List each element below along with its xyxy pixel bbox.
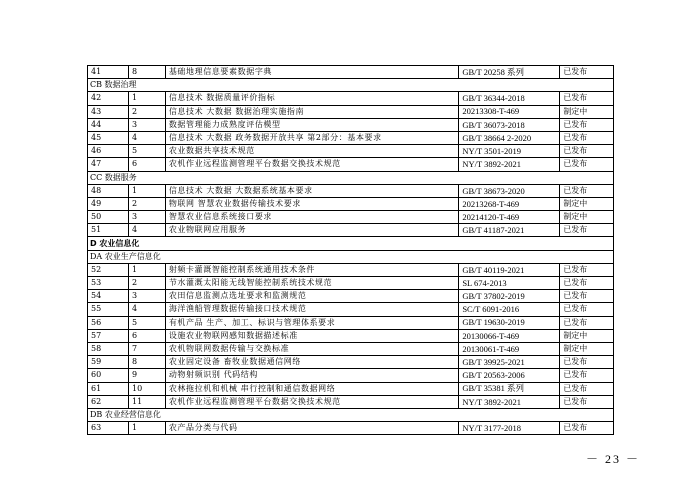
standard-code-cell: SC/T 6091-2016 — [459, 303, 560, 316]
standard-code-cell: GB/T 19630-2019 — [459, 316, 560, 329]
major-category-row — [88, 237, 614, 250]
standard-code-cell: GB/T 40119-2021 — [459, 263, 560, 276]
sub-number-cell: 2 — [129, 105, 166, 118]
status-cell: 已发布 — [560, 316, 614, 329]
serial-number-cell: 62 — [88, 395, 129, 408]
status-cell: 制定中 — [560, 211, 614, 224]
standard-code-cell: 20213268-T-469 — [459, 197, 560, 210]
serial-number-cell: 44 — [88, 118, 129, 131]
sub-number-cell: 3 — [129, 211, 166, 224]
standard-name-cell: 信息技术 大数据 大数据系统基本要求 — [165, 184, 459, 197]
sub-number-cell: 4 — [129, 224, 166, 237]
standard-name-cell: 信息技术 大数据 数据治理实施指南 — [165, 105, 459, 118]
standard-code-cell: GB/T 38664 2-2020 — [459, 131, 560, 144]
table-row — [88, 342, 614, 355]
serial-number-cell: 51 — [88, 224, 129, 237]
table-row — [88, 131, 614, 144]
standard-code-cell: GB/T 37802-2019 — [459, 290, 560, 303]
standard-code-cell: GB/T 39925-2021 — [459, 356, 560, 369]
status-cell: 已发布 — [560, 290, 614, 303]
serial-number-cell: 45 — [88, 131, 129, 144]
major-category-title: D 农业信息化 — [88, 237, 614, 250]
table-row — [88, 184, 614, 197]
table-row — [88, 303, 614, 316]
status-cell: 已发布 — [560, 356, 614, 369]
table-row — [88, 263, 614, 276]
standards-table-container — [87, 65, 614, 435]
table-row — [88, 369, 614, 382]
table-row — [88, 105, 614, 118]
standard-name-cell: 农业固定设备 畜牧业数据通信网络 — [165, 356, 459, 369]
section-row — [88, 171, 614, 184]
standard-name-cell: 射频卡灌溉智能控制系统通用技术条件 — [165, 263, 459, 276]
standard-code-cell: NY/T 3892-2021 — [459, 158, 560, 171]
serial-number-cell: 61 — [88, 382, 129, 395]
standard-code-cell: GB/T 38673-2020 — [459, 184, 560, 197]
section-row — [88, 79, 614, 92]
standard-name-cell: 信息技术 大数据 政务数据开放共享 第2部分：基本要求 — [165, 131, 459, 144]
status-cell: 已发布 — [560, 224, 614, 237]
status-cell: 已发布 — [560, 145, 614, 158]
status-cell: 已发布 — [560, 422, 614, 435]
table-row — [88, 197, 614, 210]
sub-number-cell: 8 — [129, 66, 166, 79]
status-cell: 制定中 — [560, 105, 614, 118]
table-row — [88, 211, 614, 224]
serial-number-cell: 63 — [88, 422, 129, 435]
sub-number-cell: 7 — [129, 342, 166, 355]
serial-number-cell: 49 — [88, 197, 129, 210]
status-cell: 已发布 — [560, 395, 614, 408]
status-cell: 已发布 — [560, 66, 614, 79]
standard-name-cell: 信息技术 数据质量评价指标 — [165, 92, 459, 105]
status-cell: 已发布 — [560, 382, 614, 395]
sub-number-cell: 9 — [129, 369, 166, 382]
sub-number-cell: 6 — [129, 329, 166, 342]
standard-code-cell: 20214120-T-469 — [459, 211, 560, 224]
section-title: CC 数据服务 — [88, 171, 614, 184]
table-row — [88, 382, 614, 395]
table-row — [88, 118, 614, 131]
standard-code-cell: GB/T 36073-2018 — [459, 118, 560, 131]
standard-code-cell: GB/T 20563-2006 — [459, 369, 560, 382]
serial-number-cell: 55 — [88, 303, 129, 316]
standard-name-cell: 有机产品 生产、加工、标识与管理体系要求 — [165, 316, 459, 329]
standard-name-cell: 农业数据共享技术规范 — [165, 145, 459, 158]
standard-name-cell: 智慧农业信息系统接口要求 — [165, 211, 459, 224]
table-row — [88, 395, 614, 408]
status-cell: 已发布 — [560, 92, 614, 105]
sub-number-cell: 1 — [129, 422, 166, 435]
serial-number-cell: 54 — [88, 290, 129, 303]
standard-code-cell: GB/T 36344-2018 — [459, 92, 560, 105]
status-cell: 制定中 — [560, 329, 614, 342]
standard-code-cell: GB/T 35381 系列 — [459, 382, 560, 395]
standard-name-cell: 基础地理信息要素数据字典 — [165, 66, 459, 79]
status-cell: 已发布 — [560, 118, 614, 131]
table-row — [88, 422, 614, 435]
standard-code-cell: GB/T 20258 系列 — [459, 66, 560, 79]
standard-code-cell: SL 674-2013 — [459, 277, 560, 290]
page-number: － 23 － — [585, 452, 640, 466]
sub-number-cell: 5 — [129, 316, 166, 329]
standard-name-cell: 动物射频识别 代码结构 — [165, 369, 459, 382]
sub-number-cell: 3 — [129, 290, 166, 303]
status-cell: 制定中 — [560, 197, 614, 210]
sub-number-cell: 4 — [129, 131, 166, 144]
sub-number-cell: 2 — [129, 197, 166, 210]
serial-number-cell: 59 — [88, 356, 129, 369]
serial-number-cell: 52 — [88, 263, 129, 276]
section-row — [88, 408, 614, 421]
status-cell: 已发布 — [560, 369, 614, 382]
sub-number-cell: 6 — [129, 158, 166, 171]
status-cell: 制定中 — [560, 342, 614, 355]
section-title: DB 农业经营信息化 — [88, 408, 614, 421]
serial-number-cell: 60 — [88, 369, 129, 382]
status-cell: 已发布 — [560, 303, 614, 316]
standard-code-cell: 20130061-T-469 — [459, 342, 560, 355]
sub-number-cell: 5 — [129, 145, 166, 158]
table-row — [88, 356, 614, 369]
sub-number-cell: 11 — [129, 395, 166, 408]
standard-code-cell: NY/T 3177-2018 — [459, 422, 560, 435]
serial-number-cell: 48 — [88, 184, 129, 197]
serial-number-cell: 57 — [88, 329, 129, 342]
table-row — [88, 224, 614, 237]
standards-table — [87, 65, 614, 435]
serial-number-cell: 42 — [88, 92, 129, 105]
sub-number-cell: 10 — [129, 382, 166, 395]
sub-number-cell: 8 — [129, 356, 166, 369]
serial-number-cell: 50 — [88, 211, 129, 224]
standard-name-cell: 物联网 智慧农业数据传输技术要求 — [165, 197, 459, 210]
sub-number-cell: 1 — [129, 263, 166, 276]
standard-name-cell: 农业物联网应用服务 — [165, 224, 459, 237]
standard-name-cell: 农机作业远程监测管理平台数据交换技术规范 — [165, 158, 459, 171]
table-row — [88, 290, 614, 303]
standards-table-body — [88, 66, 614, 435]
status-cell: 已发布 — [560, 277, 614, 290]
table-row — [88, 158, 614, 171]
standard-code-cell: 20130066-T-469 — [459, 329, 560, 342]
table-row — [88, 329, 614, 342]
standard-name-cell: 节水灌溉太阳能无线智能控制系统技术规范 — [165, 277, 459, 290]
standard-code-cell: NY/T 3892-2021 — [459, 395, 560, 408]
standard-name-cell: 农产品分类与代码 — [165, 422, 459, 435]
section-title: DA 农业生产信息化 — [88, 250, 614, 263]
table-row — [88, 66, 614, 79]
standard-name-cell: 农田信息监测点选址要求和监测规范 — [165, 290, 459, 303]
status-cell: 已发布 — [560, 184, 614, 197]
standard-name-cell: 农机物联网数据传输与交换标准 — [165, 342, 459, 355]
standard-code-cell: 20213308-T-469 — [459, 105, 560, 118]
status-cell: 已发布 — [560, 263, 614, 276]
serial-number-cell: 43 — [88, 105, 129, 118]
standard-name-cell: 海洋渔船管理数据传输接口技术规范 — [165, 303, 459, 316]
section-title: CB 数据治理 — [88, 79, 614, 92]
serial-number-cell: 41 — [88, 66, 129, 79]
table-row — [88, 92, 614, 105]
table-row — [88, 277, 614, 290]
table-row — [88, 316, 614, 329]
sub-number-cell: 1 — [129, 184, 166, 197]
status-cell: 已发布 — [560, 131, 614, 144]
serial-number-cell: 56 — [88, 316, 129, 329]
serial-number-cell: 58 — [88, 342, 129, 355]
standard-code-cell: NY/T 3501-2019 — [459, 145, 560, 158]
sub-number-cell: 1 — [129, 92, 166, 105]
table-row — [88, 145, 614, 158]
serial-number-cell: 53 — [88, 277, 129, 290]
sub-number-cell: 2 — [129, 277, 166, 290]
standard-name-cell: 农机作业远程监测管理平台数据交换技术规范 — [165, 395, 459, 408]
sub-number-cell: 3 — [129, 118, 166, 131]
standard-name-cell: 数据管理能力成熟度评估模型 — [165, 118, 459, 131]
section-row — [88, 250, 614, 263]
standard-name-cell: 设施农业物联网感知数据描述标准 — [165, 329, 459, 342]
serial-number-cell: 46 — [88, 145, 129, 158]
standard-name-cell: 农林拖拉机和机械 串行控制和通信数据网络 — [165, 382, 459, 395]
status-cell: 已发布 — [560, 158, 614, 171]
standard-code-cell: GB/T 41187-2021 — [459, 224, 560, 237]
sub-number-cell: 4 — [129, 303, 166, 316]
serial-number-cell: 47 — [88, 158, 129, 171]
